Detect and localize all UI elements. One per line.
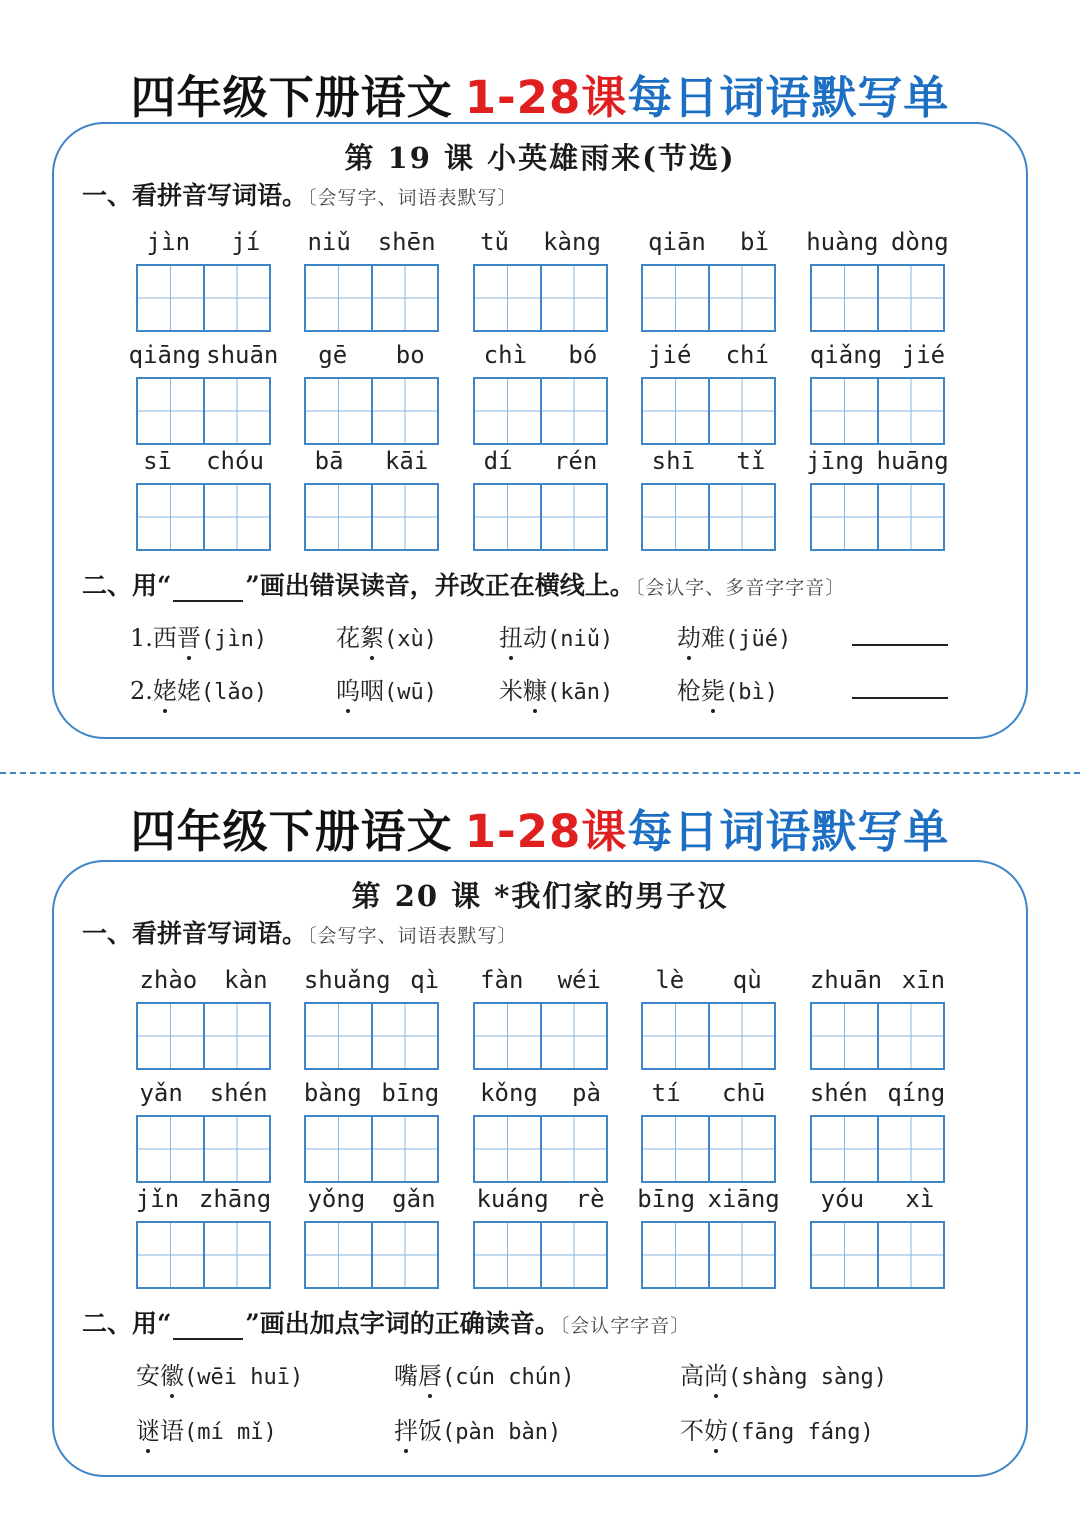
reading-item [336, 618, 437, 653]
pinyin-syllable: kàng [543, 228, 601, 256]
writing-box[interactable] [708, 379, 775, 443]
pinyin-label [463, 224, 618, 260]
writing-box[interactable] [708, 1117, 775, 1181]
pinyin-syllable: jīng [806, 447, 865, 475]
reading-item [677, 671, 778, 706]
pinyin-syllable: qiāng [128, 341, 201, 369]
writing-box[interactable] [877, 379, 944, 443]
section-2-prefix: 二、用“ [82, 571, 172, 600]
dotted-character: 妨 [704, 1411, 728, 1446]
pinyin-reading[interactable]: (lǎo) [200, 680, 268, 705]
reading-item [336, 671, 437, 706]
dotted-character: 呜 [336, 671, 360, 706]
answer-line[interactable] [852, 644, 948, 646]
cut-line-divider [0, 772, 1080, 774]
pinyin-syllable: huàng [806, 228, 879, 256]
word-character: 嘴 [394, 1362, 418, 1390]
section-1-title: 一、看拼音写词语。 [82, 919, 308, 948]
pinyin-label [126, 224, 281, 260]
pinyin-syllable: tǔ [480, 228, 509, 256]
header-title-blue: 每日词语默写单 [627, 70, 950, 124]
writing-box[interactable] [812, 1223, 877, 1287]
section-1-heading [82, 914, 518, 950]
writing-box[interactable] [877, 1223, 944, 1287]
pinyin-label [800, 443, 955, 479]
pinyin-syllable: yǎn [139, 1079, 183, 1107]
pinyin-syllable: zhuān [809, 966, 883, 994]
pinyin-label [800, 337, 955, 373]
pinyin-label [631, 443, 786, 479]
pinyin-syllable: jìn [146, 228, 191, 256]
pinyin-syllable: bā [314, 447, 344, 475]
reading-item [677, 618, 791, 653]
writing-box-pair [810, 264, 945, 332]
dotted-character: 徽 [160, 1356, 184, 1391]
word-character: 姥 [176, 677, 201, 705]
writing-box[interactable] [540, 1223, 607, 1287]
writing-box[interactable] [643, 1117, 708, 1181]
word-character: 饭 [418, 1417, 442, 1445]
writing-box-pair [473, 264, 608, 332]
pinyin-syllable: jié [648, 341, 692, 369]
dotted-character: 糠 [523, 671, 547, 706]
writing-box-pair [810, 1115, 945, 1183]
pinyin-label [294, 1181, 449, 1217]
pinyin-label [800, 1181, 955, 1217]
writing-box-pair [304, 483, 439, 551]
writing-box[interactable] [138, 1117, 203, 1181]
pinyin-syllable: qíng [887, 1079, 946, 1107]
writing-box-pair [304, 377, 439, 445]
pinyin-reading[interactable]: (cún chún) [442, 1365, 575, 1390]
writing-box[interactable] [306, 266, 371, 330]
writing-box[interactable] [540, 1004, 607, 1068]
pinyin-syllable: tǐ [736, 447, 766, 475]
writing-box[interactable] [203, 1117, 270, 1181]
writing-box[interactable] [708, 1223, 775, 1287]
writing-box[interactable] [138, 1004, 203, 1068]
pinyin-syllable: qiǎng [809, 341, 883, 369]
pinyin-label [294, 1075, 449, 1111]
pinyin-syllable: shén [809, 1079, 868, 1107]
writing-box-pair [304, 1002, 439, 1070]
pinyin-label [631, 337, 786, 373]
pinyin-label [631, 962, 786, 998]
writing-box[interactable] [643, 1004, 708, 1068]
writing-box[interactable] [708, 1004, 775, 1068]
writing-box-pair [136, 377, 271, 445]
writing-box-pair [473, 1002, 608, 1070]
writing-box[interactable] [203, 1223, 270, 1287]
pinyin-syllable: tí [651, 1079, 681, 1107]
reading-item [680, 1356, 887, 1391]
pinyin-syllable: rén [553, 447, 598, 475]
writing-box-pair [641, 377, 776, 445]
writing-box-pair [304, 1115, 439, 1183]
pinyin-syllable: jí [231, 228, 261, 256]
pinyin-syllable: xì [905, 1185, 935, 1213]
pinyin-label [294, 224, 449, 260]
section-1-note: 〔会写字、词语表默写〕 [307, 187, 518, 209]
pinyin-syllable: kuáng [476, 1185, 549, 1213]
pinyin-syllable: sī [143, 447, 172, 475]
writing-box[interactable] [708, 485, 775, 549]
section-1-title: 一、看拼音写词语。 [82, 181, 308, 210]
dotted-character: 姥 [153, 671, 177, 706]
pinyin-reading[interactable]: (wēi huī) [184, 1365, 304, 1390]
pinyin-syllable: rè [575, 1185, 605, 1213]
pinyin-syllable: chū [721, 1079, 766, 1107]
writing-box[interactable] [877, 1117, 944, 1181]
writing-box-pair [641, 483, 776, 551]
writing-box[interactable] [203, 485, 270, 549]
writing-box[interactable] [877, 266, 944, 330]
word-character: 不 [680, 1417, 704, 1445]
writing-box-pair [136, 1002, 271, 1070]
header-title-red: 1-28课 [464, 804, 628, 858]
section-1-note: 〔会写字、词语表默写〕 [307, 925, 518, 947]
pinyin-label [800, 1075, 955, 1111]
pinyin-label [463, 1181, 618, 1217]
pinyin-label [294, 337, 449, 373]
writing-box[interactable] [306, 1117, 371, 1181]
writing-box[interactable] [540, 1117, 607, 1181]
pinyin-syllable: shuān [206, 341, 279, 369]
writing-box[interactable] [138, 1223, 203, 1287]
writing-box-pair [136, 1115, 271, 1183]
pinyin-syllable: shī [651, 447, 696, 475]
pinyin-syllable: qù [732, 966, 762, 994]
item-number: 1. [130, 624, 153, 652]
writing-box[interactable] [306, 485, 371, 549]
header-title-blue: 每日词语默写单 [627, 804, 950, 858]
pinyin-syllable: yóu [820, 1185, 865, 1213]
section-1-heading [82, 176, 518, 212]
pinyin-label [126, 337, 281, 373]
header-title-black: 四年级下册语文 [130, 70, 453, 124]
pinyin-syllable: dí [483, 447, 513, 475]
writing-box[interactable] [812, 1117, 877, 1181]
writing-box[interactable] [371, 1004, 438, 1068]
pinyin-syllable: bàng [303, 1079, 362, 1107]
writing-box[interactable] [203, 1004, 270, 1068]
pinyin-reading[interactable]: (fāng fáng) [728, 1420, 874, 1445]
word-character: 枪 [677, 677, 701, 705]
writing-box[interactable] [203, 379, 270, 443]
pinyin-syllable: wéi [557, 966, 601, 994]
pinyin-reading[interactable]: (jüé) [725, 627, 792, 652]
pinyin-reading[interactable]: (shàng sàng) [728, 1365, 887, 1390]
pinyin-syllable: shēn [377, 228, 436, 256]
writing-box-pair [473, 1221, 608, 1289]
section-2-note: 〔会认字、多音字字音〕 [634, 577, 846, 599]
writing-box[interactable] [371, 1117, 438, 1181]
word-character: 难 [701, 624, 725, 652]
writing-box[interactable] [812, 485, 877, 549]
pinyin-syllable: chóu [206, 447, 264, 475]
word-character: 西 [152, 624, 177, 652]
lesson-card-20 [52, 860, 1028, 1477]
writing-box[interactable] [812, 1004, 877, 1068]
writing-box[interactable] [643, 266, 708, 330]
pinyin-syllable: xiāng [707, 1185, 780, 1213]
writing-box[interactable] [475, 1223, 540, 1287]
pinyin-syllable: kǒng [480, 1079, 538, 1107]
underline-sample [173, 1318, 243, 1340]
writing-box-pair [810, 1002, 945, 1070]
writing-box-pair [136, 264, 271, 332]
pinyin-syllable: chì [483, 341, 528, 369]
writing-box[interactable] [203, 266, 270, 330]
item-number: 2. [130, 677, 153, 705]
writing-box-pair [641, 1221, 776, 1289]
writing-box-pair [473, 1115, 608, 1183]
pinyin-label [126, 443, 281, 479]
section-2-heading [82, 1304, 690, 1340]
pinyin-syllable: pà [572, 1079, 601, 1107]
writing-box[interactable] [475, 485, 540, 549]
word-character: 语 [160, 1417, 184, 1445]
pinyin-reading[interactable]: (pàn bàn) [442, 1420, 562, 1445]
dotted-character: 尚 [704, 1356, 728, 1391]
writing-box[interactable] [475, 1004, 540, 1068]
pinyin-label [294, 962, 449, 998]
underline-sample [173, 580, 243, 602]
writing-box[interactable] [643, 379, 708, 443]
pinyin-syllable: gē [318, 341, 348, 369]
writing-box-pair [641, 1115, 776, 1183]
pinyin-reading[interactable]: (kān) [547, 680, 614, 705]
lesson-title: 第 19 课 小英雄雨来(节选) [344, 141, 736, 175]
writing-box-pair [641, 264, 776, 332]
word-character: 米 [499, 677, 523, 705]
pinyin-syllable: zhāng [198, 1185, 272, 1213]
writing-box[interactable] [540, 379, 607, 443]
pinyin-syllable: lè [655, 966, 685, 994]
pinyin-reading[interactable]: (wū) [384, 680, 437, 705]
writing-box[interactable] [475, 379, 540, 443]
pinyin-syllable: jǐn [135, 1185, 180, 1213]
word-character: 动 [523, 624, 547, 652]
writing-box-pair [810, 377, 945, 445]
pinyin-label [631, 224, 786, 260]
pinyin-syllable: qiān [648, 228, 706, 256]
pinyin-syllable: niǔ [307, 228, 351, 256]
writing-box[interactable] [371, 1223, 438, 1287]
writing-box[interactable] [877, 1004, 944, 1068]
writing-box[interactable] [138, 266, 203, 330]
section-2-note: 〔会认字字音〕 [559, 1315, 691, 1337]
pinyin-label [463, 1075, 618, 1111]
pinyin-label [463, 962, 618, 998]
dotted-character: 劫 [677, 618, 701, 653]
reading-item [136, 1411, 277, 1446]
lesson-title: 第 20 课 *我们家的男子汉 [351, 879, 729, 913]
writing-box[interactable] [540, 485, 607, 549]
pinyin-reading[interactable]: (niǔ) [547, 627, 614, 652]
writing-box-pair [136, 483, 271, 551]
dotted-character: 唇 [418, 1356, 442, 1391]
writing-box[interactable] [306, 1223, 371, 1287]
section-2-prefix: 二、用“ [82, 1309, 172, 1338]
writing-box[interactable] [306, 1004, 371, 1068]
reading-item [394, 1356, 574, 1391]
writing-box[interactable] [812, 266, 877, 330]
pinyin-label [463, 337, 618, 373]
writing-box[interactable] [306, 379, 371, 443]
dotted-character: 晋 [177, 618, 201, 653]
reading-item [136, 1356, 303, 1391]
writing-box[interactable] [540, 266, 607, 330]
section-2-suffix: ”画出错误读音，并改正在横线上。 [245, 571, 635, 600]
pinyin-syllable: kàn [224, 966, 268, 994]
dotted-character: 絮 [360, 618, 384, 653]
pinyin-syllable: zhào [139, 966, 198, 994]
writing-box-pair [473, 483, 608, 551]
pinyin-syllable: shuǎng [303, 966, 391, 994]
pinyin-syllable: bǐ [740, 228, 769, 256]
reading-item [680, 1411, 874, 1446]
writing-box-pair [810, 1221, 945, 1289]
pinyin-syllable: qì [410, 966, 440, 994]
pinyin-syllable: gǎn [392, 1185, 436, 1213]
answer-line[interactable] [852, 697, 948, 699]
section-2-heading [82, 566, 845, 602]
reading-item [130, 671, 267, 706]
pinyin-syllable: huāng [876, 447, 949, 475]
dotted-character: 毙 [701, 671, 725, 706]
word-character: 花 [336, 624, 360, 652]
pinyin-label [126, 1181, 281, 1217]
pinyin-label [800, 962, 955, 998]
word-character: 高 [680, 1362, 704, 1390]
pinyin-label [631, 1181, 786, 1217]
pinyin-syllable: chí [725, 341, 769, 369]
dotted-character: 谜 [136, 1411, 160, 1446]
header-title-black: 四年级下册语文 [130, 804, 453, 858]
dotted-character: 拌 [394, 1411, 418, 1446]
writing-box-pair [641, 1002, 776, 1070]
pinyin-syllable: dòng [890, 228, 949, 256]
writing-box[interactable] [812, 379, 877, 443]
writing-box[interactable] [371, 266, 438, 330]
writing-box[interactable] [138, 485, 203, 549]
writing-box[interactable] [643, 485, 708, 549]
worksheet-header [0, 792, 1080, 862]
pinyin-syllable: bīng [637, 1185, 696, 1213]
pinyin-syllable: fàn [480, 966, 524, 994]
dotted-character: 扭 [499, 618, 523, 653]
writing-box[interactable] [643, 1223, 708, 1287]
reading-item [394, 1411, 561, 1446]
lesson-card-19 [52, 122, 1028, 739]
header-title-red: 1-28课 [464, 70, 628, 124]
writing-box[interactable] [877, 485, 944, 549]
pinyin-syllable: bīng [381, 1079, 440, 1107]
pinyin-label [294, 443, 449, 479]
pinyin-reading[interactable]: (jìn) [200, 627, 268, 652]
word-character: 咽 [360, 677, 384, 705]
pinyin-syllable: bo [395, 341, 425, 369]
pinyin-label [126, 1075, 281, 1111]
reading-item [499, 618, 613, 653]
writing-box[interactable] [475, 1117, 540, 1181]
pinyin-syllable: jié [901, 341, 946, 369]
writing-box[interactable] [371, 379, 438, 443]
pinyin-syllable: shén [209, 1079, 268, 1107]
writing-box[interactable] [708, 266, 775, 330]
reading-item [130, 618, 267, 653]
pinyin-syllable: kāi [384, 447, 429, 475]
writing-box[interactable] [475, 266, 540, 330]
pinyin-syllable: xīn [901, 966, 946, 994]
pinyin-syllable: yǒng [307, 1185, 366, 1213]
writing-box-pair [304, 264, 439, 332]
writing-box-pair [810, 483, 945, 551]
pinyin-reading[interactable]: (bì) [725, 680, 778, 705]
writing-box-pair [136, 1221, 271, 1289]
writing-box-pair [304, 1221, 439, 1289]
pinyin-label [800, 224, 955, 260]
pinyin-label [631, 1075, 786, 1111]
writing-box-pair [473, 377, 608, 445]
pinyin-label [463, 443, 618, 479]
writing-box[interactable] [138, 379, 203, 443]
reading-item [499, 671, 613, 706]
writing-box[interactable] [371, 485, 438, 549]
pinyin-reading[interactable]: (xù) [384, 627, 437, 652]
worksheet-header [0, 58, 1080, 128]
word-character: 安 [136, 1362, 160, 1390]
section-2-suffix: ”画出加点字词的正确读音。 [245, 1309, 560, 1338]
pinyin-label [126, 962, 281, 998]
pinyin-reading[interactable]: (mí mǐ) [184, 1420, 277, 1445]
pinyin-syllable: bó [568, 341, 598, 369]
